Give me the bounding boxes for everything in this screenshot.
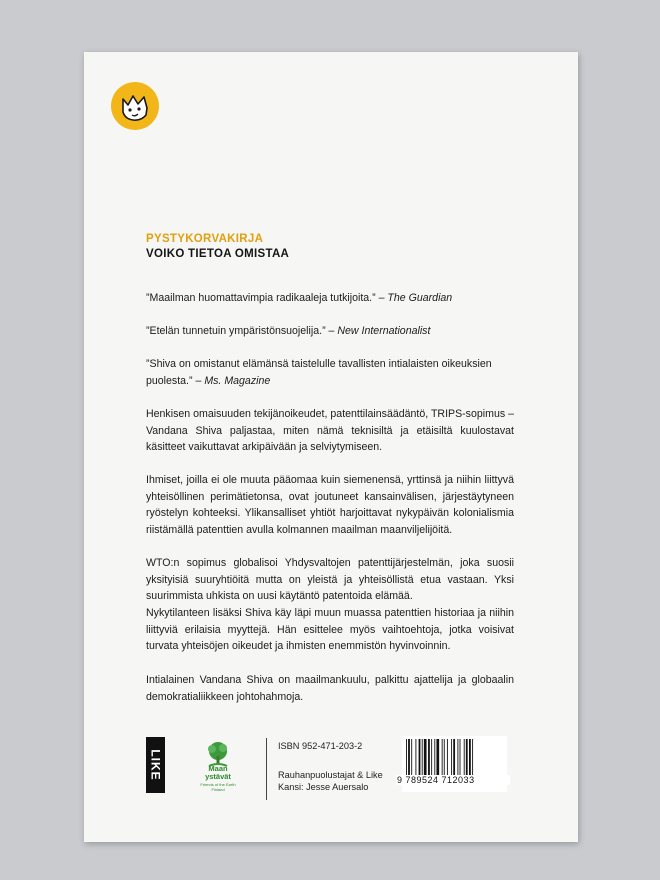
barcode-bar [442,739,443,777]
body-paragraph: Henkisen omaisuuden tekijänoikeudet, patenttilainsäädäntö, TRIPS-sopimus – Vandana Shiva paljastaa, miten nämä teknisiltä ja etäisiltä kuulostavat käsitteet vaikuttavat arkipäivään ja selviytymiseen. [146,408,514,453]
barcode-bar [469,739,471,777]
barcode-bar [415,739,416,777]
cover-credit: Kansi: Jesse Auersalo [278,782,369,792]
maan-ystavat-subtitle: Friends of the Earth Finland [200,782,236,792]
barcode-bar [444,739,445,777]
quote-new-internationalist [146,323,514,340]
barcode-bar [457,739,458,777]
barcode-bar [451,739,452,777]
barcode-bar [431,739,432,777]
barcode-bar [436,739,439,777]
barcode-bar [464,739,465,777]
barcode-bar [434,739,435,777]
barcode-bars [406,739,504,777]
barcode-bar [428,739,430,777]
like-publisher-logo [146,737,165,793]
cat-face-icon [111,82,159,130]
barcode-bar [453,739,455,777]
barcode-bar [419,739,421,777]
series-name: PYSTYKORVAKIRJA [146,233,264,245]
barcode-bar [460,739,461,777]
barcode-bar [466,739,468,777]
body-paragraph: Ihmiset, joilla ei ole muuta pääomaa kuin siemenensä, yrttinsä ja niihin liittyvä yhteisöllinen perimätietonsa, ovat joutuneet kansainvälisen, järjestäytyneen ryöstelyn kohteeksi. Ylikansalliset yhtiöt harjoittavat nykypäivän kolonialismia riistämällä patenttien avulla kolmannen maailman maanviljelijöitä. [146,474,514,536]
book-title: VOIKO TIETOA OMISTAA [146,248,290,260]
isbn: ISBN 952-471-203-2 [278,741,363,751]
quote-source: Ms. Magazine [204,374,271,387]
barcode-number: 9 789524 712033 [396,775,510,785]
barcode-bar [411,739,412,777]
pystykorva-logo [111,82,159,130]
body-paragraph: WTO:n sopimus globalisoi Yhdysvaltojen patenttijärjestelmän, joka suosii yksityisiä suuryhtiöitä mutta on yleistä ja yhteisöllistä etua vastaan. Yksi suurimmista uhkista on uusi käytäntö patentoida elämää. [146,557,514,602]
barcode-bar [422,739,423,777]
quote-text: ”Etelän tunnetuin ympäristönsuojelija.” – [146,325,338,337]
quote-source: New Internationalist [337,325,431,337]
quote-text: ”Maailman huomattavimpia radikaaleja tutkijoita.” – [146,292,388,304]
quote-ms-magazine [146,356,514,389]
barcode-bar [424,739,427,777]
quote-source: The Guardian [387,292,453,304]
body-paragraph: Nykytilanteen lisäksi Shiva käy läpi muun muassa patenttien historiaa ja niihin liittyviä erilaisia myyttejä. Hän esittelee myös vaihtoehtoja, jotka voisivat turvata yhteisöjen oikeudet ja ihmisten enemmistön hyvinvoinnin. [146,607,514,652]
like-logo-text: LIKE [148,749,163,781]
quote-guardian [146,290,514,307]
quote-text: ”Shiva on omistanut elämänsä taistelulle tavallisten intialaisten oikeuksien puolesta.” – [146,358,492,387]
barcode-bar [472,739,473,777]
barcode-bar [447,739,448,777]
body-paragraph: Intialainen Vandana Shiva on maailmankuulu, palkittu ajattelija ja globaalin demokratialiikkeen johtohahmoja. [146,674,514,703]
barcode-bar [406,739,407,777]
divider [266,738,267,800]
barcode-bar [408,739,410,777]
maan-ystavat-name: Maan ystävät [205,764,231,781]
publisher-line: Rauhanpuolustajat & Like [278,770,383,780]
